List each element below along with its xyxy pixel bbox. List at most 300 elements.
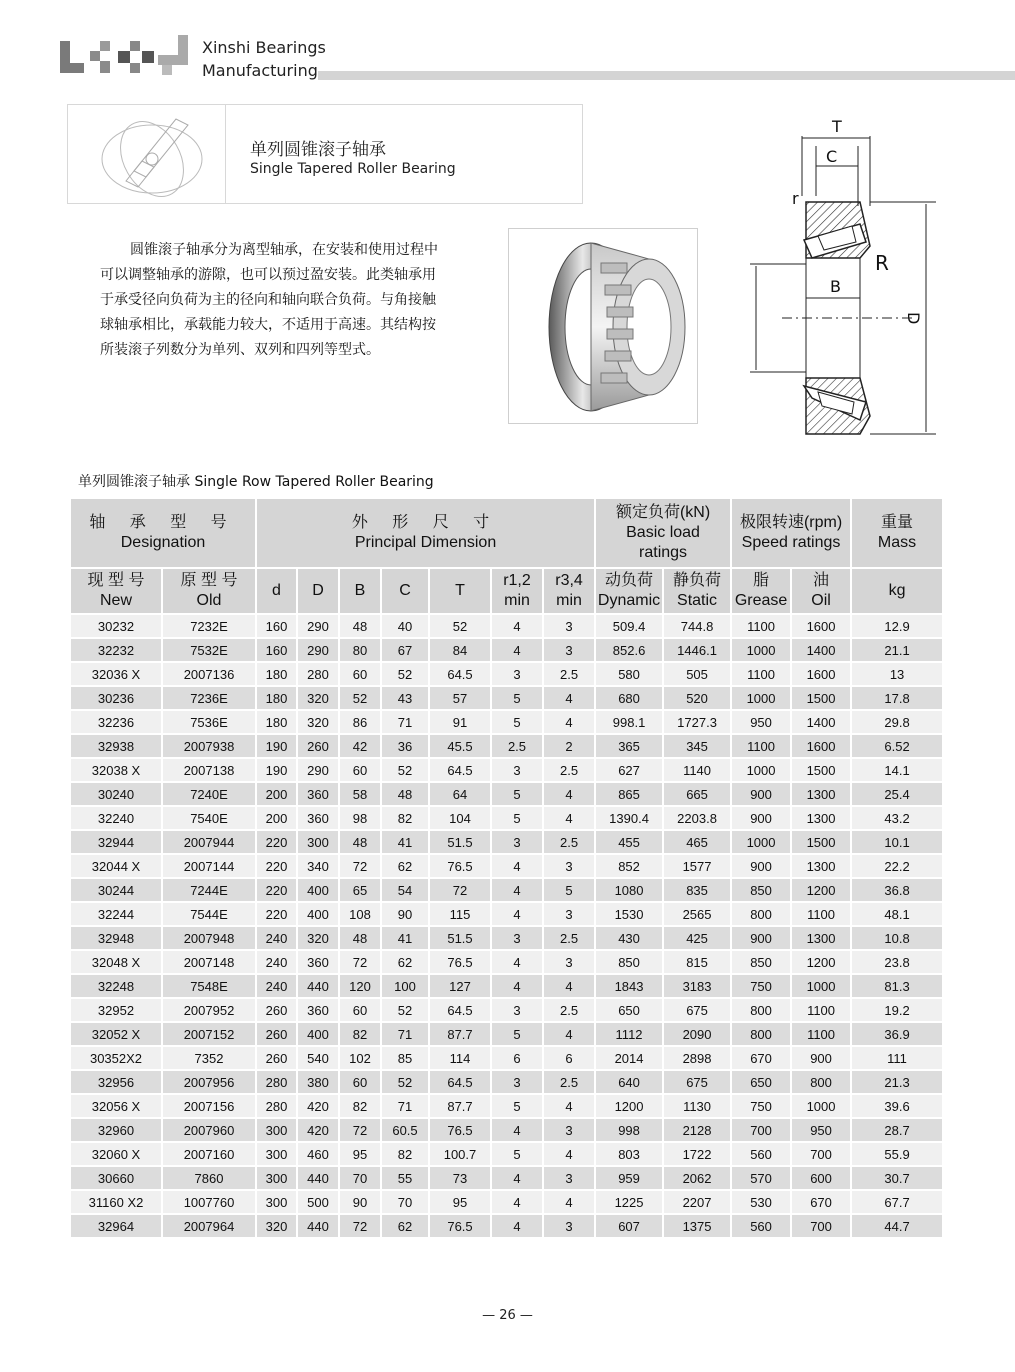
- table-cell: 71: [381, 1022, 429, 1046]
- company-name: [202, 36, 326, 82]
- table-cell: 1300: [791, 926, 851, 950]
- table-cell: 190: [256, 758, 297, 782]
- table-cell: 81.3: [851, 974, 943, 998]
- table-cell: 1600: [791, 734, 851, 758]
- table-cell: 82: [381, 1142, 429, 1166]
- table-cell: 95: [339, 1142, 381, 1166]
- table-cell: 2007156: [162, 1094, 256, 1118]
- title-en: Single Tapered Roller Bearing: [250, 161, 456, 177]
- table-cell: 1100: [791, 902, 851, 926]
- table-cell: 82: [381, 806, 429, 830]
- table-cell: 950: [791, 1118, 851, 1142]
- table-cell: 70: [381, 1190, 429, 1214]
- table-cell: 2.5: [491, 734, 543, 758]
- table-cell: 280: [256, 1094, 297, 1118]
- table-cell: 41: [381, 830, 429, 854]
- table-cell: 4: [491, 974, 543, 998]
- table-cell: 7236E: [162, 686, 256, 710]
- table-cell: 7232E: [162, 614, 256, 638]
- table-cell: 3: [491, 926, 543, 950]
- table-cell: 84: [429, 638, 491, 662]
- table-cell: 1200: [791, 878, 851, 902]
- table-cell: 32048 X: [70, 950, 162, 974]
- table-cell: 52: [381, 1070, 429, 1094]
- table-cell: 36.8: [851, 878, 943, 902]
- dim-D-label: D: [904, 312, 923, 325]
- table-row: [70, 806, 943, 830]
- table-cell: 4: [543, 686, 595, 710]
- table-cell: 455: [595, 830, 663, 854]
- table-cell: 750: [731, 1094, 791, 1118]
- table-cell: 127: [429, 974, 491, 998]
- table-cell: 120: [339, 974, 381, 998]
- table-cell: 1000: [731, 830, 791, 854]
- table-cell: 64.5: [429, 1070, 491, 1094]
- table-cell: 22.2: [851, 854, 943, 878]
- table-row: [70, 1166, 943, 1190]
- d-header: d: [256, 568, 297, 614]
- table-cell: 240: [256, 974, 297, 998]
- table-cell: 260: [297, 734, 339, 758]
- table-cell: 48: [339, 830, 381, 854]
- kg-header: kg: [851, 568, 943, 614]
- table-cell: 1130: [663, 1094, 731, 1118]
- table-cell: 700: [791, 1142, 851, 1166]
- table-cell: 1100: [791, 998, 851, 1022]
- table-cell: 87.7: [429, 1022, 491, 1046]
- table-cell: 32236: [70, 710, 162, 734]
- table-cell: 60.5: [381, 1118, 429, 1142]
- table-cell: 2007144: [162, 854, 256, 878]
- table-cell: 998.1: [595, 710, 663, 734]
- table-cell: 1100: [731, 734, 791, 758]
- designation-header: 轴 承 型 号 Designation: [70, 498, 256, 568]
- table-cell: 32960: [70, 1118, 162, 1142]
- table-cell: 665: [663, 782, 731, 806]
- table-row: [70, 614, 943, 638]
- principal-dimension-header: 外 形 尺 寸 Principal Dimension: [256, 498, 595, 568]
- table-cell: 6: [491, 1046, 543, 1070]
- table-cell: 13: [851, 662, 943, 686]
- table-row: [70, 1142, 943, 1166]
- table-cell: 1000: [731, 758, 791, 782]
- table-cell: 64.5: [429, 758, 491, 782]
- table-cell: 300: [297, 830, 339, 854]
- table-cell: 4: [491, 1214, 543, 1238]
- table-cell: 440: [297, 1166, 339, 1190]
- table-cell: 160: [256, 614, 297, 638]
- grease-header: 脂 Grease: [731, 568, 791, 614]
- table-cell: 320: [297, 686, 339, 710]
- bearing-photo: [508, 228, 698, 424]
- table-cell: 1100: [791, 1022, 851, 1046]
- table-cell: 95: [429, 1190, 491, 1214]
- table-cell: 607: [595, 1214, 663, 1238]
- table-cell: 700: [791, 1214, 851, 1238]
- page-number: — 26 —: [482, 1308, 533, 1323]
- table-cell: 7240E: [162, 782, 256, 806]
- table-cell: 3: [543, 1118, 595, 1142]
- table-row: [70, 974, 943, 998]
- table-cell: 41: [381, 926, 429, 950]
- table-cell: 32038 X: [70, 758, 162, 782]
- table-cell: 3: [491, 830, 543, 854]
- table-row: [70, 854, 943, 878]
- table-cell: 2007952: [162, 998, 256, 1022]
- table-cell: 2007948: [162, 926, 256, 950]
- table-cell: 86: [339, 710, 381, 734]
- table-cell: 23.8: [851, 950, 943, 974]
- table-cell: 43.2: [851, 806, 943, 830]
- dim-R-label: R: [875, 251, 889, 275]
- table-cell: 4: [543, 782, 595, 806]
- table-cell: 4: [543, 806, 595, 830]
- table-cell: 1375: [663, 1214, 731, 1238]
- table-cell: 30236: [70, 686, 162, 710]
- table-row: [70, 758, 943, 782]
- company-logo: [58, 33, 193, 81]
- table-cell: 360: [297, 806, 339, 830]
- table-cell: 290: [297, 758, 339, 782]
- table-cell: 5: [491, 1094, 543, 1118]
- bearing-photo-image: [509, 229, 697, 423]
- table-cell: 220: [256, 902, 297, 926]
- table-cell: 32938: [70, 734, 162, 758]
- table-cell: 64.5: [429, 662, 491, 686]
- table-cell: 900: [791, 1046, 851, 1070]
- table-cell: 260: [256, 998, 297, 1022]
- table-cell: 72: [429, 878, 491, 902]
- table-cell: 425: [663, 926, 731, 950]
- table-cell: 1500: [791, 830, 851, 854]
- D-header: D: [297, 568, 339, 614]
- table-row: [70, 902, 943, 926]
- table-cell: 1500: [791, 758, 851, 782]
- table-caption-en: Single Row Tapered Roller Bearing: [194, 474, 434, 490]
- dim-r-label: r: [792, 189, 799, 208]
- table-cell: 7532E: [162, 638, 256, 662]
- table-cell: 2565: [663, 902, 731, 926]
- table-cell: 5: [491, 710, 543, 734]
- table-cell: 12.9: [851, 614, 943, 638]
- table-cell: 365: [595, 734, 663, 758]
- table-cell: 2203.8: [663, 806, 731, 830]
- table-row: [70, 686, 943, 710]
- table-cell: 640: [595, 1070, 663, 1094]
- new-header: 现 型 号 New: [70, 568, 162, 614]
- table-cell: 750: [731, 974, 791, 998]
- table-row: [70, 638, 943, 662]
- table-cell: 76.5: [429, 1118, 491, 1142]
- table-cell: 2007964: [162, 1214, 256, 1238]
- table-cell: 540: [297, 1046, 339, 1070]
- table-cell: 82: [339, 1022, 381, 1046]
- table-cell: 102: [339, 1046, 381, 1070]
- table-cell: 300: [256, 1190, 297, 1214]
- table-cell: 55.9: [851, 1142, 943, 1166]
- table-cell: 7352: [162, 1046, 256, 1070]
- table-cell: 1080: [595, 878, 663, 902]
- table-cell: 2.5: [543, 830, 595, 854]
- table-cell: 959: [595, 1166, 663, 1190]
- table-cell: 560: [731, 1214, 791, 1238]
- table-cell: 900: [731, 782, 791, 806]
- table-cell: 1000: [791, 974, 851, 998]
- table-cell: 1200: [791, 950, 851, 974]
- header-bar: [318, 71, 1015, 80]
- table-cell: 4: [543, 1142, 595, 1166]
- table-cell: 60: [339, 1070, 381, 1094]
- table-cell: 58: [339, 782, 381, 806]
- table-cell: 2.5: [543, 758, 595, 782]
- company-line1: Xinshi Bearings: [202, 38, 326, 57]
- table-cell: 5: [543, 878, 595, 902]
- table-cell: 4: [491, 950, 543, 974]
- table-cell: 14.1: [851, 758, 943, 782]
- table-cell: 7544E: [162, 902, 256, 926]
- table-cell: 30232: [70, 614, 162, 638]
- table-cell: 100: [381, 974, 429, 998]
- company-line2: Manufacturing: [202, 61, 318, 80]
- table-cell: 835: [663, 878, 731, 902]
- table-cell: 650: [731, 1070, 791, 1094]
- table-cell: 21.3: [851, 1070, 943, 1094]
- table-cell: 950: [731, 710, 791, 734]
- table-cell: 600: [791, 1166, 851, 1190]
- table-cell: 670: [731, 1046, 791, 1070]
- table-cell: 1000: [731, 686, 791, 710]
- table-cell: 1140: [663, 758, 731, 782]
- table-cell: 70: [339, 1166, 381, 1190]
- table-cell: 32964: [70, 1214, 162, 1238]
- table-body: [70, 614, 943, 1238]
- table-cell: 67.7: [851, 1190, 943, 1214]
- table-cell: 72: [339, 950, 381, 974]
- title-cn: 单列圆锥滚子轴承: [250, 140, 386, 160]
- table-cell: 52: [339, 686, 381, 710]
- table-cell: 45.5: [429, 734, 491, 758]
- table-row: [70, 998, 943, 1022]
- table-cell: 3: [491, 1070, 543, 1094]
- table-cell: 220: [256, 830, 297, 854]
- table-cell: 850: [731, 878, 791, 902]
- table-cell: 54: [381, 878, 429, 902]
- table-cell: 1300: [791, 854, 851, 878]
- r12-header: r1,2 min: [491, 568, 543, 614]
- table-cell: 30240: [70, 782, 162, 806]
- table-cell: 32060 X: [70, 1142, 162, 1166]
- table-cell: 2090: [663, 1022, 731, 1046]
- table-cell: 240: [256, 926, 297, 950]
- table-cell: 4: [491, 1190, 543, 1214]
- table-cell: 76.5: [429, 1214, 491, 1238]
- table-header-row-2: [70, 568, 943, 614]
- table-cell: 29.8: [851, 710, 943, 734]
- table-cell: 180: [256, 662, 297, 686]
- table-cell: 32036 X: [70, 662, 162, 686]
- table-cell: 21.1: [851, 638, 943, 662]
- table-cell: 3: [543, 1166, 595, 1190]
- table-cell: 3: [491, 662, 543, 686]
- table-cell: 400: [297, 878, 339, 902]
- table-cell: 850: [731, 950, 791, 974]
- table-cell: 115: [429, 902, 491, 926]
- table-cell: 1400: [791, 638, 851, 662]
- table-cell: 1300: [791, 806, 851, 830]
- table-cell: 52: [429, 614, 491, 638]
- table-cell: 680: [595, 686, 663, 710]
- table-cell: 280: [297, 662, 339, 686]
- table-cell: 360: [297, 950, 339, 974]
- table-cell: 6: [543, 1046, 595, 1070]
- table-cell: 290: [297, 638, 339, 662]
- table-cell: 670: [791, 1190, 851, 1214]
- table-cell: 98: [339, 806, 381, 830]
- table-cell: 2007938: [162, 734, 256, 758]
- table-cell: 39.6: [851, 1094, 943, 1118]
- table-cell: 300: [256, 1142, 297, 1166]
- table-cell: 280: [256, 1070, 297, 1094]
- table-cell: 48: [339, 926, 381, 950]
- C-header: C: [381, 568, 429, 614]
- table-cell: 7540E: [162, 806, 256, 830]
- table-cell: 72: [339, 1214, 381, 1238]
- table-cell: 48: [339, 614, 381, 638]
- table-cell: 90: [339, 1190, 381, 1214]
- table-cell: 57: [429, 686, 491, 710]
- bearing-cross-section-diagram: [742, 116, 942, 442]
- table-cell: 1225: [595, 1190, 663, 1214]
- table-cell: 1200: [595, 1094, 663, 1118]
- table-cell: 36: [381, 734, 429, 758]
- old-header: 原 型 号 Old: [162, 568, 256, 614]
- table-cell: 800: [731, 1022, 791, 1046]
- table-cell: 48.1: [851, 902, 943, 926]
- table-cell: 3: [543, 1214, 595, 1238]
- table-cell: 44.7: [851, 1214, 943, 1238]
- table-row: [70, 782, 943, 806]
- table-cell: 85: [381, 1046, 429, 1070]
- table-cell: 60: [339, 662, 381, 686]
- table-cell: 1000: [731, 638, 791, 662]
- table-cell: 36.9: [851, 1022, 943, 1046]
- table-cell: 420: [297, 1118, 339, 1142]
- table-cell: 7536E: [162, 710, 256, 734]
- table-cell: 900: [731, 806, 791, 830]
- table-cell: 180: [256, 710, 297, 734]
- table-cell: 64: [429, 782, 491, 806]
- table-cell: 1843: [595, 974, 663, 998]
- table-cell: 80: [339, 638, 381, 662]
- table-cell: 440: [297, 1214, 339, 1238]
- table-cell: 320: [297, 926, 339, 950]
- table-cell: 10.8: [851, 926, 943, 950]
- table-cell: 28.7: [851, 1118, 943, 1142]
- table-cell: 100.7: [429, 1142, 491, 1166]
- table-cell: 520: [663, 686, 731, 710]
- table-cell: 30.7: [851, 1166, 943, 1190]
- table-cell: 200: [256, 806, 297, 830]
- table-cell: 5: [491, 1142, 543, 1166]
- table-cell: 4: [543, 710, 595, 734]
- table-cell: 1446.1: [663, 638, 731, 662]
- table-cell: 64.5: [429, 998, 491, 1022]
- table-cell: 4: [543, 974, 595, 998]
- table-row: [70, 1022, 943, 1046]
- table-cell: 360: [297, 998, 339, 1022]
- table-cell: 60: [339, 758, 381, 782]
- table-cell: 1530: [595, 902, 663, 926]
- table-cell: 42: [339, 734, 381, 758]
- table-cell: 320: [256, 1214, 297, 1238]
- dim-C-label: C: [826, 147, 838, 166]
- table-cell: 675: [663, 1070, 731, 1094]
- table-cell: 72: [339, 1118, 381, 1142]
- table-cell: 1300: [791, 782, 851, 806]
- table-cell: 30660: [70, 1166, 162, 1190]
- table-cell: 2128: [663, 1118, 731, 1142]
- table-cell: 76.5: [429, 854, 491, 878]
- table-cell: 3: [543, 614, 595, 638]
- table-cell: 3: [491, 758, 543, 782]
- table-cell: 4: [543, 1022, 595, 1046]
- table-row: [70, 1190, 943, 1214]
- table-cell: 51.5: [429, 830, 491, 854]
- table-cell: 7860: [162, 1166, 256, 1190]
- table-cell: 3: [543, 854, 595, 878]
- table-cell: 52: [381, 758, 429, 782]
- table-cell: 200: [256, 782, 297, 806]
- table-cell: 260: [256, 1022, 297, 1046]
- table-cell: 2014: [595, 1046, 663, 1070]
- table-cell: 1400: [791, 710, 851, 734]
- table-cell: 60: [339, 998, 381, 1022]
- table-cell: 25.4: [851, 782, 943, 806]
- table-cell: 51.5: [429, 926, 491, 950]
- table-cell: 650: [595, 998, 663, 1022]
- table-row: [70, 662, 943, 686]
- table-cell: 108: [339, 902, 381, 926]
- table-cell: 400: [297, 902, 339, 926]
- table-cell: 43: [381, 686, 429, 710]
- table-cell: 675: [663, 998, 731, 1022]
- table-cell: 32044 X: [70, 854, 162, 878]
- table-cell: 340: [297, 854, 339, 878]
- table-cell: 1007760: [162, 1190, 256, 1214]
- table-cell: 2007136: [162, 662, 256, 686]
- table-cell: 62: [381, 854, 429, 878]
- intro-paragraph: 圆锥滚子轴承分为离型轴承，在安装和使用过程中可以调整轴承的游隙，也可以预过盈安装。此类轴承用于承受径向负荷为主的径向和轴向联合负荷。与角接触球轴承相比，承载能力较大，不适用于高速。其结构按所装滚子列数分为单列、双列和四列等型式。: [100, 242, 438, 358]
- table-cell: 7548E: [162, 974, 256, 998]
- table-cell: 850: [595, 950, 663, 974]
- table-cell: 87.7: [429, 1094, 491, 1118]
- table-cell: 509.4: [595, 614, 663, 638]
- table-cell: 2.5: [543, 662, 595, 686]
- r34-header: r3,4 min: [543, 568, 595, 614]
- table-cell: 1500: [791, 686, 851, 710]
- table-row: [70, 1214, 943, 1238]
- table-cell: 73: [429, 1166, 491, 1190]
- table-cell: 380: [297, 1070, 339, 1094]
- table-cell: 3: [543, 950, 595, 974]
- table-cell: 10.1: [851, 830, 943, 854]
- table-cell: 76.5: [429, 950, 491, 974]
- dim-T-label: T: [832, 117, 842, 136]
- table-row: [70, 1118, 943, 1142]
- table-cell: 114: [429, 1046, 491, 1070]
- T-header: T: [429, 568, 491, 614]
- table-cell: 4: [543, 1190, 595, 1214]
